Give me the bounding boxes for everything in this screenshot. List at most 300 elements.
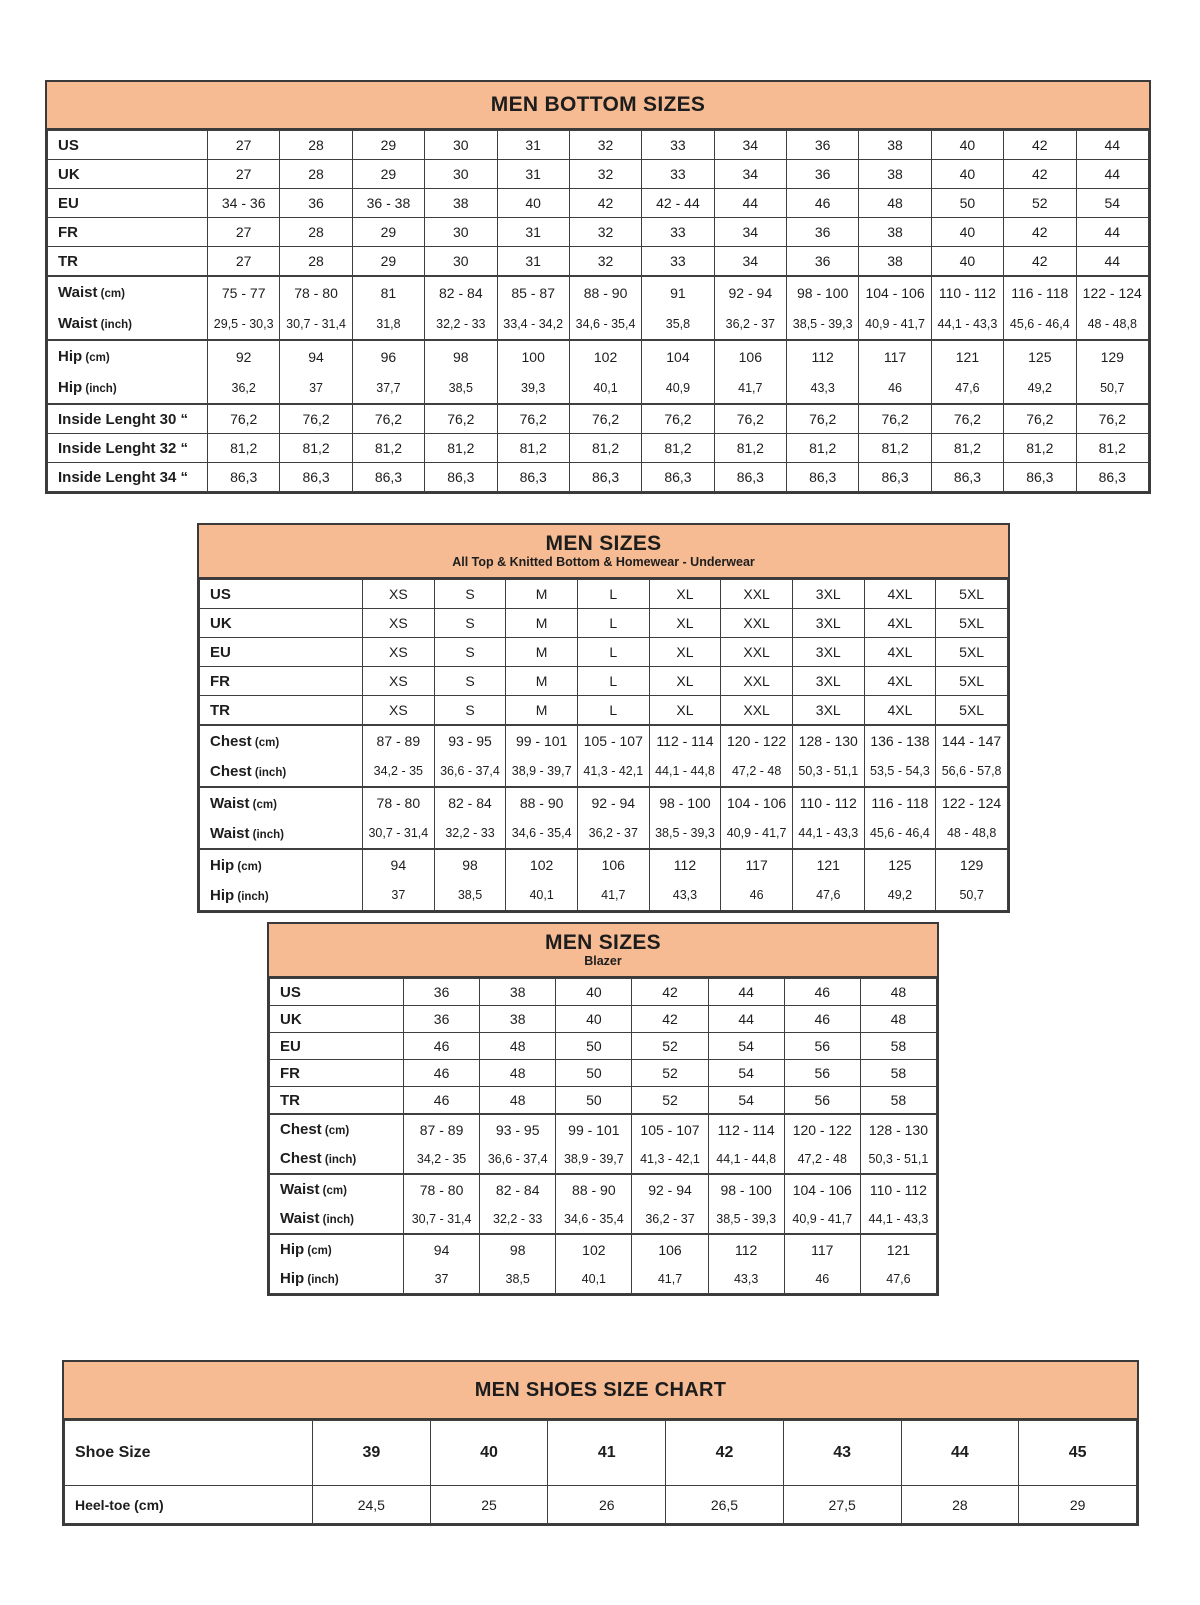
table-cell: 81,2 (352, 434, 424, 463)
table-cell: 33 (642, 160, 714, 189)
table-cell: 50,7 (1076, 372, 1149, 404)
row-label: Hip (cm) (270, 1234, 404, 1264)
table-cell: 43,3 (708, 1264, 784, 1294)
table-cell: 81,2 (642, 434, 714, 463)
table-cell: M (506, 696, 578, 726)
table-cell: 93 - 95 (434, 725, 506, 756)
table-cell: 36 - 38 (352, 189, 424, 218)
table-cell: 48 - 48,8 (1076, 308, 1149, 340)
table-cell: 76,2 (714, 404, 786, 434)
table-cell: 81,2 (280, 434, 352, 463)
table-cell: 44 (714, 189, 786, 218)
table-cell: 27 (208, 131, 280, 160)
table-row (270, 1234, 937, 1264)
table-cell: 76,2 (208, 404, 280, 434)
table-cell: 81,2 (425, 434, 497, 463)
men-sizes-blazer-table (267, 922, 939, 1296)
row-label: Inside Lenght 34 “ (48, 463, 208, 492)
table-cell: M (506, 667, 578, 696)
table-cell: 98 - 100 (649, 787, 721, 818)
table-cell: 36 (787, 131, 859, 160)
table-cell: XXL (721, 609, 793, 638)
table-cell: 98 - 100 (787, 276, 859, 308)
table-cell: 32,2 - 33 (434, 818, 506, 849)
row-label: FR (200, 667, 363, 696)
row-label: Waist (inch) (200, 818, 363, 849)
table-cell: 100 (497, 340, 569, 372)
table-cell: XL (649, 609, 721, 638)
table-cell: 37 (363, 880, 435, 911)
table-cell: 47,6 (792, 880, 864, 911)
table-cell: 48 (480, 1033, 556, 1060)
table-cell: 40 (931, 131, 1003, 160)
table-cell: 92 - 94 (577, 787, 649, 818)
table-cell: 58 (860, 1087, 936, 1115)
table-cell: 44 (1076, 218, 1149, 247)
table-cell: 36 (404, 979, 480, 1006)
table-cell: 40 (931, 247, 1003, 277)
table-cell: 106 (714, 340, 786, 372)
table-cell: XL (649, 667, 721, 696)
table-row (48, 434, 1149, 463)
table-cell: 31 (497, 160, 569, 189)
table-cell: 27 (208, 218, 280, 247)
table-cell: 27 (208, 247, 280, 277)
table-row (200, 609, 1008, 638)
table-cell: 37 (280, 372, 352, 404)
table-row (200, 756, 1008, 787)
table-cell: 32 (569, 160, 641, 189)
table-title: MEN BOTTOM SIZES (490, 93, 706, 117)
table-row (270, 1144, 937, 1174)
table-cell: 75 - 77 (208, 276, 280, 308)
table-cell: 37,7 (352, 372, 424, 404)
table-cell: 120 - 122 (721, 725, 793, 756)
table-cell: 30 (425, 160, 497, 189)
table-title: MEN SHOES SIZE CHART (474, 1379, 727, 1401)
table-row (200, 818, 1008, 849)
row-label: TR (200, 696, 363, 726)
table-cell: 38 (859, 160, 931, 189)
table-cell: 54 (708, 1087, 784, 1115)
table-cell: 76,2 (1004, 404, 1076, 434)
table-cell: 86,3 (714, 463, 786, 492)
table-cell: 34 (714, 218, 786, 247)
table-cell: 36,2 (208, 372, 280, 404)
table-body (200, 580, 1008, 911)
table-cell: 53,5 - 54,3 (864, 756, 936, 787)
table-cell: 32 (569, 218, 641, 247)
table-cell: 50 (556, 1033, 632, 1060)
table-row (200, 638, 1008, 667)
table-cell: 50 (931, 189, 1003, 218)
table-cell: 86,3 (352, 463, 424, 492)
table-cell: 42 (666, 1421, 784, 1486)
table-row (200, 580, 1008, 609)
table-cell: 44 (708, 1006, 784, 1033)
table-cell: 78 - 80 (280, 276, 352, 308)
table-cell: 29 (352, 247, 424, 277)
row-label: US (200, 580, 363, 609)
men-bottom-sizes-table (45, 80, 1151, 494)
table-cell: 92 - 94 (714, 276, 786, 308)
table-cell: 104 - 106 (721, 787, 793, 818)
table-row (200, 667, 1008, 696)
table-cell: 40,1 (569, 372, 641, 404)
row-label: Chest (cm) (200, 725, 363, 756)
table-cell: 26 (548, 1486, 666, 1524)
table-cell: 36 (787, 218, 859, 247)
table-cell: 121 (792, 849, 864, 880)
table-cell: 32,2 - 33 (480, 1204, 556, 1234)
table-cell: 76,2 (569, 404, 641, 434)
table-cell: XS (363, 667, 435, 696)
table-cell: L (577, 609, 649, 638)
row-label: Waist (inch) (48, 308, 208, 340)
table-cell: 49,2 (864, 880, 936, 911)
table-cell: 98 - 100 (708, 1174, 784, 1204)
table-cell: 46 (784, 1264, 860, 1294)
table-cell: 81,2 (931, 434, 1003, 463)
table-cell: 54 (1076, 189, 1149, 218)
table-row (270, 1087, 937, 1115)
table-cell: 136 - 138 (864, 725, 936, 756)
table-cell: XS (363, 609, 435, 638)
table-cell: 92 - 94 (632, 1174, 708, 1204)
table-cell: 48 - 48,8 (936, 818, 1008, 849)
table-cell: 34,2 - 35 (363, 756, 435, 787)
table-cell: 48 (480, 1087, 556, 1115)
table-cell: 50,3 - 51,1 (792, 756, 864, 787)
table-row (200, 787, 1008, 818)
table-cell: 112 (708, 1234, 784, 1264)
table-cell: 40,1 (556, 1264, 632, 1294)
table-cell: 45 (1019, 1421, 1137, 1486)
table-cell: 88 - 90 (506, 787, 578, 818)
table-cell: 81,2 (497, 434, 569, 463)
table-cell: S (434, 696, 506, 726)
table-cell: 32 (569, 247, 641, 277)
row-label: Waist (cm) (48, 276, 208, 308)
table-cell: 86,3 (859, 463, 931, 492)
table-cell: 37 (404, 1264, 480, 1294)
table-cell: 116 - 118 (1004, 276, 1076, 308)
table-cell: 52 (632, 1033, 708, 1060)
size-table (64, 1420, 1137, 1524)
table-subtitle: All Top & Knitted Bottom & Homewear - Underwear (452, 555, 755, 570)
row-label: US (48, 131, 208, 160)
table-cell: XXL (721, 638, 793, 667)
table-cell: 40 (556, 1006, 632, 1033)
table-cell: 94 (363, 849, 435, 880)
table-row (270, 1174, 937, 1204)
table-cell: 40,9 - 41,7 (859, 308, 931, 340)
table-cell: 88 - 90 (556, 1174, 632, 1204)
table-cell: 86,3 (569, 463, 641, 492)
table-cell: 40 (430, 1421, 548, 1486)
table-cell: 38,5 - 39,3 (649, 818, 721, 849)
table-cell: 104 - 106 (784, 1174, 860, 1204)
table-cell: 44 (1076, 131, 1149, 160)
table-cell: 110 - 112 (792, 787, 864, 818)
table-cell: 40,9 - 41,7 (721, 818, 793, 849)
table-cell: 44,1 - 43,3 (792, 818, 864, 849)
table-cell: 44 (1076, 160, 1149, 189)
table-cell: 92 (208, 340, 280, 372)
table-cell: L (577, 696, 649, 726)
table-cell: 106 (632, 1234, 708, 1264)
table-cell: 31,8 (352, 308, 424, 340)
table-cell: 46 (787, 189, 859, 218)
table-cell: 106 (577, 849, 649, 880)
table-cell: 47,2 - 48 (721, 756, 793, 787)
table-cell: 96 (352, 340, 424, 372)
row-label: Hip (inch) (48, 372, 208, 404)
table-cell: XL (649, 696, 721, 726)
table-row (270, 979, 937, 1006)
table-row (270, 1006, 937, 1033)
table-cell: 129 (1076, 340, 1149, 372)
table-cell: M (506, 580, 578, 609)
table-cell: 144 - 147 (936, 725, 1008, 756)
table-cell: 47,2 - 48 (784, 1144, 860, 1174)
table-cell: 44,1 - 44,8 (708, 1144, 784, 1174)
table-title: MEN SIZES (545, 931, 661, 955)
table-cell: 52 (632, 1087, 708, 1115)
table-cell: 29 (352, 160, 424, 189)
table-cell: M (506, 609, 578, 638)
table-cell: 38,5 (425, 372, 497, 404)
table-header (269, 924, 937, 978)
row-label: EU (48, 189, 208, 218)
table-cell: 86,3 (497, 463, 569, 492)
table-cell: 30 (425, 131, 497, 160)
table-cell: 78 - 80 (363, 787, 435, 818)
table-cell: XXL (721, 667, 793, 696)
table-cell: 42 - 44 (642, 189, 714, 218)
table-cell: 46 (404, 1087, 480, 1115)
table-row (200, 696, 1008, 726)
table-cell: 25 (430, 1486, 548, 1524)
table-row (200, 725, 1008, 756)
men-sizes-tops-table (197, 523, 1010, 913)
table-cell: 104 - 106 (859, 276, 931, 308)
table-cell: 117 (859, 340, 931, 372)
row-label: FR (270, 1060, 404, 1087)
table-cell: 41,7 (632, 1264, 708, 1294)
table-cell: 34 (714, 160, 786, 189)
row-label: Hip (inch) (270, 1264, 404, 1294)
row-label: Waist (cm) (270, 1174, 404, 1204)
row-label: Chest (cm) (270, 1114, 404, 1144)
row-label: Inside Lenght 30 “ (48, 404, 208, 434)
table-cell: 29 (352, 131, 424, 160)
table-cell: 38,9 - 39,7 (506, 756, 578, 787)
table-cell: 122 - 124 (936, 787, 1008, 818)
table-cell: 81,2 (714, 434, 786, 463)
table-cell: 28 (280, 131, 352, 160)
table-cell: 36 (787, 247, 859, 277)
table-cell: 42 (1004, 218, 1076, 247)
table-cell: 29 (1019, 1486, 1137, 1524)
table-cell: 46 (721, 880, 793, 911)
table-cell: 36 (404, 1006, 480, 1033)
table-cell: 43 (783, 1421, 901, 1486)
table-cell: 24,5 (313, 1486, 431, 1524)
size-table (269, 978, 937, 1294)
table-cell: 3XL (792, 667, 864, 696)
table-cell: 46 (784, 979, 860, 1006)
table-cell: L (577, 580, 649, 609)
table-cell: 81 (352, 276, 424, 308)
table-cell: 5XL (936, 696, 1008, 726)
table-cell: 44,1 - 44,8 (649, 756, 721, 787)
table-cell: 50,7 (936, 880, 1008, 911)
table-cell: 38 (859, 218, 931, 247)
table-cell: 29,5 - 30,3 (208, 308, 280, 340)
table-cell: 48 (860, 1006, 936, 1033)
table-cell: 49,2 (1004, 372, 1076, 404)
table-cell: 122 - 124 (1076, 276, 1149, 308)
table-cell: 46 (784, 1006, 860, 1033)
table-cell: 56,6 - 57,8 (936, 756, 1008, 787)
table-title: MEN SIZES (545, 532, 662, 556)
table-cell: 98 (434, 849, 506, 880)
table-cell: 30 (425, 247, 497, 277)
table-cell: 41,7 (577, 880, 649, 911)
table-cell: 41 (548, 1421, 666, 1486)
table-row (48, 308, 1149, 340)
table-cell: 4XL (864, 667, 936, 696)
table-cell: 58 (860, 1060, 936, 1087)
table-cell: 129 (936, 849, 1008, 880)
table-cell: S (434, 609, 506, 638)
table-cell: 120 - 122 (784, 1114, 860, 1144)
table-cell: 81,2 (1004, 434, 1076, 463)
table-cell: 86,3 (642, 463, 714, 492)
row-label: TR (270, 1087, 404, 1115)
table-cell: 110 - 112 (931, 276, 1003, 308)
table-cell: 4XL (864, 609, 936, 638)
table-cell: 33 (642, 247, 714, 277)
table-cell: 30 (425, 218, 497, 247)
table-row (48, 372, 1149, 404)
table-cell: S (434, 580, 506, 609)
table-cell: XS (363, 638, 435, 667)
table-cell: 26,5 (666, 1486, 784, 1524)
row-label: Heel-toe (cm) (65, 1486, 313, 1524)
table-cell: 86,3 (1004, 463, 1076, 492)
table-cell: 35,8 (642, 308, 714, 340)
table-cell: 38,5 - 39,3 (708, 1204, 784, 1234)
row-label: US (270, 979, 404, 1006)
table-header (199, 525, 1008, 579)
table-cell: 40 (931, 160, 1003, 189)
table-cell: XS (363, 696, 435, 726)
table-cell: 38,5 (434, 880, 506, 911)
table-cell: 56 (784, 1087, 860, 1115)
table-cell: 3XL (792, 638, 864, 667)
table-cell: 38 (859, 131, 931, 160)
row-label: Shoe Size (65, 1421, 313, 1486)
table-body (48, 131, 1149, 492)
table-cell: 98 (425, 340, 497, 372)
table-cell: 40,9 (642, 372, 714, 404)
table-cell: 40 (497, 189, 569, 218)
table-cell: 36,2 - 37 (632, 1204, 708, 1234)
table-cell: 76,2 (1076, 404, 1149, 434)
table-cell: 52 (1004, 189, 1076, 218)
table-cell: 36 (787, 160, 859, 189)
table-cell: 81,2 (787, 434, 859, 463)
table-cell: 110 - 112 (860, 1174, 936, 1204)
table-cell: 56 (784, 1060, 860, 1087)
table-cell: 76,2 (352, 404, 424, 434)
row-label: EU (270, 1033, 404, 1060)
table-cell: 125 (864, 849, 936, 880)
table-cell: 42 (1004, 131, 1076, 160)
table-cell: 45,6 - 46,4 (1004, 308, 1076, 340)
table-cell: 44 (1076, 247, 1149, 277)
table-cell: 82 - 84 (434, 787, 506, 818)
table-cell: 121 (860, 1234, 936, 1264)
table-cell: 42 (1004, 160, 1076, 189)
table-cell: 5XL (936, 638, 1008, 667)
table-cell: XL (649, 638, 721, 667)
row-label: Chest (inch) (270, 1144, 404, 1174)
table-cell: 50 (556, 1060, 632, 1087)
table-cell: 105 - 107 (577, 725, 649, 756)
table-cell: 125 (1004, 340, 1076, 372)
table-cell: 47,6 (860, 1264, 936, 1294)
table-cell: 44,1 - 43,3 (931, 308, 1003, 340)
table-cell: 27 (208, 160, 280, 189)
table-cell: 30,7 - 31,4 (404, 1204, 480, 1234)
table-cell: 33 (642, 218, 714, 247)
table-cell: 76,2 (497, 404, 569, 434)
table-cell: 87 - 89 (404, 1114, 480, 1144)
table-cell: 38,9 - 39,7 (556, 1144, 632, 1174)
table-cell: 4XL (864, 580, 936, 609)
table-cell: 36,2 - 37 (577, 818, 649, 849)
table-cell: 48 (480, 1060, 556, 1087)
table-cell: 54 (708, 1033, 784, 1060)
table-cell: 76,2 (280, 404, 352, 434)
table-cell: 86,3 (931, 463, 1003, 492)
table-cell: 31 (497, 131, 569, 160)
table-cell: 42 (1004, 247, 1076, 277)
table-cell: 40,9 - 41,7 (784, 1204, 860, 1234)
table-cell: 81,2 (569, 434, 641, 463)
table-cell: 30,7 - 31,4 (363, 818, 435, 849)
table-cell: 81,2 (1076, 434, 1149, 463)
row-label: Inside Lenght 32 “ (48, 434, 208, 463)
table-cell: 38 (425, 189, 497, 218)
table-cell: 34,6 - 35,4 (556, 1204, 632, 1234)
table-cell: 36,6 - 37,4 (434, 756, 506, 787)
table-cell: 82 - 84 (425, 276, 497, 308)
table-cell: 40 (931, 218, 1003, 247)
table-cell: 34,6 - 35,4 (506, 818, 578, 849)
table-cell: 43,3 (649, 880, 721, 911)
table-row (270, 1204, 937, 1234)
table-cell: 39 (313, 1421, 431, 1486)
table-cell: XS (363, 580, 435, 609)
table-cell: 32 (569, 131, 641, 160)
table-cell: 99 - 101 (556, 1114, 632, 1144)
table-cell: 36 (280, 189, 352, 218)
table-cell: 5XL (936, 580, 1008, 609)
